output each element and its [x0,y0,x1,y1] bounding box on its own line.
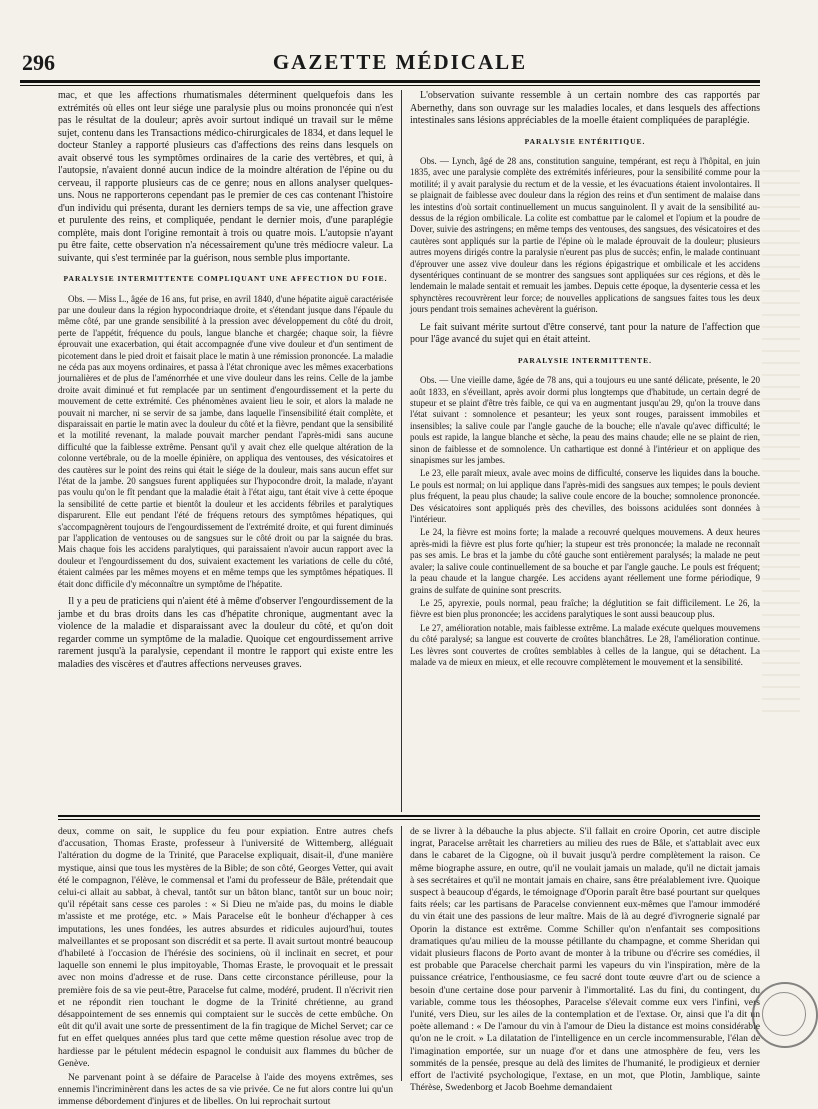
section-heading: PARALYSIE INTERMITTENTE. [517,355,653,365]
section-heading: PARALYSIE INTERMITTENTE COMPLIQUANT UNE AFFECTION DU FOIE. [63,274,388,283]
observation-text: Obs. — Miss L., âgée de 16 ans, fut prise, en avril 1840, d'une hépatite aiguë caractérisée par une douleur dans la région hypocondriaque droite, et s'étendant jusque dans l'épaule du même côté, par une grande sensibilité à la pression avec développement du côté du droit, perte de l'appétit, fréquence du pouls, langue blanche et chargée; chaque soir, la fièvre éprouvait une exacerbation, qui était accompagnée d'une vive douleur et d'un sentiment de picotement dans le pied droit et faisait place le matin à une rémission prononcée. La maladie ne céda pas aux moyens ordinaires, et passa à l'état chronique avec les mêmes exacerbations journalières et de plus de l'aménorrhée et une vive douleur dans les reins. Celle de la jambe droite avait diminué et fut remplacée par un sentiment d'engourdissement et la perte du mouvement de cette extrémité. Ces phénomènes avaient lieu le soir, et alors la malade ne pouvait ni marcher, ni se servir de sa jambe, dans laquelle l'insensibilité était complète, et disparaissait en partie le matin avec la douleur du côté et la fièvre, pendant que la sensibilité et la motilité revenant, la malade pouvait marcher pendant l'après-midi sans aucune difficulté que la faiblesse extrême. Pensant qu'il y avait chez elle quelque altération de la colonne vertébrale, ou de la moelle épinière, on appliqua des ventouses, des vésicatoires et des cautères sur le point des reins qui était le siége de la douleur, mais sans aucun effet sur l'état de la jambe. 20 sangsues furent appliquées sur l'hypocondre droit, la malade, n'ayant pas voulu qu'on le fît pendant que la maladie était à l'état aigu, tant était vive à cette époque la sensibilité de cette partie et bientôt la douleur et les accidents fébriles et paralytiques disparurent. Elle eut pendant l'été de fréquens retours des symptômes hépatiques, qui s'accompagnèrent toujours de l'engourdissement de l'extrémité droite, et qui furent diminués par l'application de ventouses ou de sangsues sur le côté droit ou par la saignée du bras. Mais chaque fois les accidens paralytiques, qui paraissaient n'avoir aucun rapport avec la douleur et l'engourdissement du dos, suivaient exactement les variations de celle du côté, étaient calmées par les mêmes moyens et en même temps que les symptômes hépatiques. Il était donc difficile d'y méconnaître un symptôme de l'hépatite. [58,293,393,589]
right-column [410,90,760,810]
observation-day: Le 27, amélioration notable, mais faiblesse extrême. La malade exécute quelques mouvemens du côté paralysé; sa langue est couverte de croûtes blanchâtres. Le 28, l'amélioration continue. Les lèvres sont couvertes de croûtes semblables à celles de la langue, qui se détachent. La malade va de mieux en mieux, et elle recouvre complètement le mouvement et la sensibilité. [410,622,760,667]
feuilleton-rule [58,815,760,817]
left-column [58,90,393,810]
observation-day: Le 25, apyrexie, pouls normal, peau fraîche; la déglutition se fait difficilement. Le 26, la fièvre est bien plus prononcée; les accidens paralytiques le sont aussi beaucoup plus. [410,597,760,620]
feuilleton-rule-thin [58,819,760,820]
observation-day: Le 23, elle paraît mieux, avale avec moins de difficulté, conserve les liquides dans la bouche. Le pouls est normal; on lui applique dans l'après-midi des sangsues aux tempes; le pouls devient plus fréquent, la peau plus chaude; la salive coule encore de la bouche; somnolence prononcée. Des vésicatoires sont appliqués près des chevilles, des boissons acidulées sont données à l'intérieur. [410,468,760,525]
feuilleton-right-column [410,826,760,1094]
observation-day: Le 24, la fièvre est moins forte; la malade a recouvré quelques mouvemens. A deux heures après-midi la fièvre est plus forte qu'hier; la stupeur est très prononcée; la malade ne reconnaît pas ses amis. Le bras et la jambe du côté gauche sont entièrement paralysés; la malade ne peut avaler; la salive coule continuellement de sa bouche et par l'angle gauche. Le pouls est fréquent; la peau chaude et la langue chargée. Les accidens ayant réellement une forme périodique, 9 grains de sulfate de quinine sont prescrits. [410,527,760,595]
paragraph: de se livrer à la débauche la plus abjecte. S'il fallait en croire Oporin, cet autre disciple ingrat, Paracelse arrêtait les charretiers au milieu des rues de Bâle, et s'attablait avec eux dans le cabaret de la Cigogne, où il buvait jusqu'à perdre complètement la raison. Ce même biographe assure, en outre, qu'il ne voulait jamais un malade, qu'il ne dictait jamais à ses secrétaires et qu'il ne montait jamais en chaire, sans être préalablement ivre. Quoique suspect à beaucoup d'égards, le témoignage d'Oporin paraît être basé pourtant sur quelques faits réels; car les partisans de Paracelse conviennent eux-mêmes que l'amour immodéré du vin était une des passions de leur maître. Mais de là au degré d'ivrognerie signalé par Oporin la distance est extrême. Comme Schiller qu'on n'enfantait ses compositions dramatiques qu'au milieu de la mousse pétillante du champagne, et comme Sheridan qui vidait plusieurs flacons de Porto avant de monter à la tribune ou d'écrire ses comédies, il est probable que Paracelse cherchait parmi les vapeurs du vin l'inspiration, mère de la puissance créatrice, l'enthousiasme, ce feu sacré dont toute œuvre d'art ou de science a besoin d'une certaine dose pour parvenir à l'immortalité. Las du fini, du contingent, du variable, comme tous les théosophes, Paracelse s'élevait comme eux vers l'infini, vers l'unité, vers Dieu, sur les ailes de la contemplation et de l'extase. Or, ainsi que l'a dit un poète allemand : « De l'amour du vin à l'amour de Dieu la distance est moins considérable qu'on ne le croit. » La dilatation de l'intelligence en un cercle incommensurable, l'élan de l'imagination emportée, sur un nuage d'or et dans une atmosphère de feu, vers les sommités de la pensée, presque au delà des limites de l'humanité, le prodigieux et dernier effort de l'activité psychologique, l'extase, en un mot, que Plotin, Jamblique, sainte Thérèse, Swedenborg et Jacob Boehme demandaient [410,826,760,1094]
header-rule-thin [20,85,760,86]
column-divider-bottom [401,826,402,1081]
page-number: 296 [22,50,55,75]
library-stamp-inner [762,992,806,1036]
paragraph: Ne parvenant point à se défaire de Paracelse à l'aide des moyens extrêmes, ses ennemis l'incriminèrent dans les actes de sa vie privée. Ce ne fut alors contre lui qu'un immense débordement d'injures et de libelles. On lui reprochait surtout [58,1072,393,1108]
paragraph: deux, comme on sait, le supplice du feu pour expiation. Entre autres chefs d'accusation, Thomas Eraste, professeur à l'université de Wittemberg, alléguait l'altération du dogme de la Trinité, que Paracelse expliquait, disait-il, d'une manière mystique, ainsi que tous les mystères de la Bible; de son côté, Georges Vetter, qui avait été le compagnon, l'élève, le commensal et l'ami du professeur de Bâle, prétendait que celui-ci allait au sabbat, à cheval, tantôt sur un bâton blanc, tantôt sur un bouc noir; qu'il répétait sans cesse ces paroles : « Si Dieu ne m'aide pas, du moins le diable m'assiste et me protége, etc. » Mais Paracelse eût le bonheur d'échapper à ces imputations, les unes fondées, les autres absurdes et ridicules aujourd'hui, toutes malveillantes et se proposant son discrédit et sa perte. Il avait surtout montré beaucoup d'habileté à l'occasion de l'hérésie des sociniens, où il inclinait en secret, et pour laquelle son ennemi le plus impitoyable, Thomas Eraste, le provoquait et le pressait avec non moins d'adresse et de ruse. Dans cette circonstance périlleuse, pour la première fois de sa vie peut-être, Paracelse fut calme, modéré, prudent. Il n'écrivit rien et ne répondit rien touchant le dogme de la Trinité chrétienne, au grand désappointement de ses ennemis qui comptaient sur le succès de cette embûche. On eût dit qu'il avait une sorte de pressentiment de la fin tragique de Michel Servet; car ce fut en effet quelques années plus tard que cette même question résolue avec trop de hardiesse par le pétulent médecin espagnol le conduisit aux flammes du bûcher de Genève. [58,826,393,1069]
header-rule [20,80,760,83]
observation-text: Obs. — Lynch, âgé de 28 ans, constitution sanguine, tempérant, est reçu à l'hôpital, en juin 1835, avec une paralysie complète des extrémités inférieures, pour la sensibilité comme pour la motilité; il y avait paralysie du rectum et de la vessie, et les évacuations étaient involontaires. Il se plaignait de faiblesse avec douleur dans la région des reins et d'un sentiment de malaise dans les intestins d'où sortait continuellement un mucus sanguinolent. Il y avait de la sensibilité au-dessus de la région ombilicale. La colite est combattue par le calomel et l'opium et la poudre de Dover, suivie des astringens; en même temps des ventouses, des sangsues, des vésicatoires et des cautères sont appliqués sur la partie de l'épine où le malade éprouvait de la douleur; plusieurs autres moyens dirigés contre la paralysie n'eurent pas plus de succès; enfin, le malade continuant d'éprouver une assez vive douleur dans les régions épigastrique et ombilicale et les accidens dysentériques continuant de se montrer des sangsues sont appliquées sur ces régions, et dès le lendemain le malade sentait et remuait les jambes. Depuis cette époque, la dysenterie cessa et les sphynctères recouvrèrent leur force; de nouvelles applications de sangsues faites tous les deux jours pendant trois semaines achevèrent la guérison. [410,156,760,315]
paragraph: Le fait suivant mérite surtout d'être conservé, tant pour la nature de l'affection que pour l'âge avancé du sujet qui en était atteint. [410,321,760,346]
section-heading: PARALYSIE ENTÉRITIQUE. [524,136,646,146]
paragraph: L'observation suivante ressemble à un certain nombre des cas rapportés par Abernethy, dans son ouvrage sur les maladies locales, et dans lesquels des affections intestinales sans lésions appréciables de la moelle étaient compliquées de paraplégie. [410,90,760,126]
library-stamp [752,982,818,1048]
paragraph: mac, et que les affections rhumatismales déterminent quelquefois dans les extrémités où elles ont leur siége une paralysie plus ou moins prononcée qui n'est pas le résultat de la douleur; après avoir surtout indiqué un travail sur le même sujet, contenu dans les Transactions médico-chirurgicales de 1834, et dans lequel le docteur Stanley a rapporté plusieurs cas d'affections des reins dans lesquels on avait observé tous les symptômes ordinaires de la carie des vertèbres, et qui, à l'autopsie, n'avaient donné aucun indice de la moindre altération de l'épine ou du cerveau, il rapporte plusieurs cas de ce genre; nous en allons analyser quelques-uns. Nous ne rapporterons cependant pas le premier de ces cas contenant l'histoire d'un individu qui présenta, durant les derniers temps de sa vie, une affection grave et purulente des reins, et compliquée, pendant le dernier mois, d'une paraplégie complète, mais dont l'origine remontait à trois ou quatre mois. L'autopsie n'ayant pu être faite, cette observation n'a nécessairement qu'une très médiocre valeur. La suivante, qui s'est terminée par la guérison, nous semble plus importante. [58,90,393,264]
observation-text: Obs. — Une vieille dame, âgée de 78 ans, qui a toujours eu une santé délicate, présente, le 20 août 1833, en s'éveillant, après avoir dormi plus longtemps que d'habitude, un certain degré de stupeur et se plaint d'être très faible, ce qui va en augmentant jusqu'au 29, qu'on la trouve dans l'état suivant : somnolence et pesanteur; les yeux sont rouges, paraissent immobiles et insensibles; la salive coule par l'angle gauche de la bouche; elle n'avale qu'avec difficulté; le pouls est rapide, la langue blanche et sèche, la peau des mains chaude; elle ne se plaint de rien, sinon de faiblesse et de somnolence. Un cathartique est donné à l'intérieur et on applique des sinapismes sur les jambes. [410,375,760,466]
paragraph: Il y a peu de praticiens qui n'aient été à même d'observer l'engourdissement de la jambe et du bras droits dans les cas d'hépatite chronique, augmentant avec la violence de la maladie et disparaissant avec la douleur du côté, et qu'on doit regarder comme un symptôme de la maladie. Quoique cet engourdissement arrive rarement jusqu'à la paralysie, cependant il montre le rapport qui existe entre les maladies des viscères et d'autres affections nerveuses graves. [58,596,393,670]
feuilleton-left-column [58,826,393,1108]
journal-title: GAZETTE MÉDICALE [272,50,528,74]
column-divider [401,90,402,812]
bleed-through-shadow [762,160,800,720]
